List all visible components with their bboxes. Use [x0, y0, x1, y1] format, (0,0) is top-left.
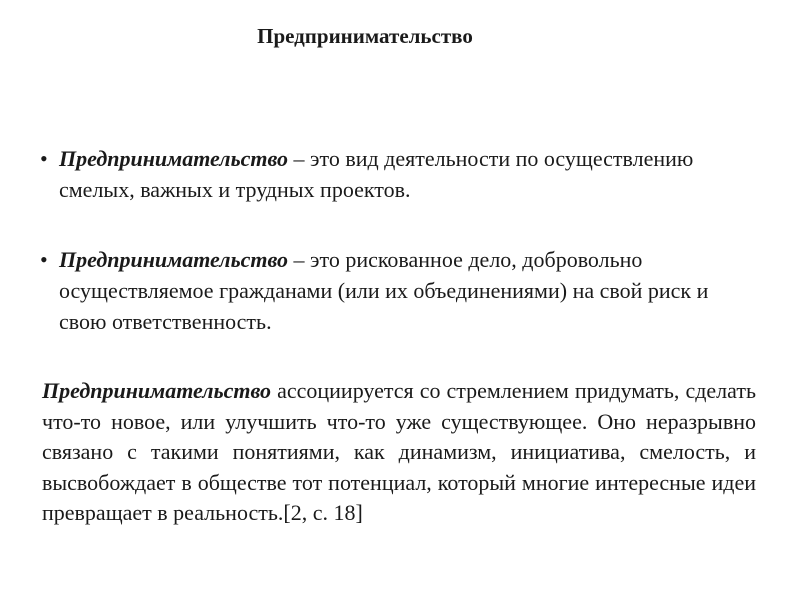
bullet-definition: – это рискованное дело, добровольно осуществляемое гражданами (или их объединениями) на свой риск и свою ответственность.	[59, 247, 709, 334]
paragraph-text: ассоциируется со стремлением придумать, сделать что-то новое, или улучшить что-то уже существующее. Оно неразрывно связано с такими понятиями, как динамизм, инициатива, смелость, и высвобождает в обществе тот потенциал, который многие интересные идеи превращает в реальность.[2, с. 18]	[42, 378, 756, 525]
description-paragraph	[42, 376, 756, 529]
paragraph-term: Предпринимательство	[42, 378, 272, 403]
slide-title: Предпринимательство	[257, 24, 473, 48]
bullet-marker: •	[40, 247, 48, 272]
bullet-definition: – это вид деятельности по осуществлению смелых, важных и трудных проектов.	[59, 146, 694, 202]
bullet-text	[59, 244, 740, 337]
bullet-marker: •	[40, 146, 48, 171]
bullet-term: Предпринимательство	[59, 146, 289, 171]
bullet-text	[59, 143, 740, 205]
definition-bullet-1	[40, 143, 740, 205]
bullet-term: Предпринимательство	[59, 247, 289, 272]
definition-bullet-2	[40, 244, 740, 337]
